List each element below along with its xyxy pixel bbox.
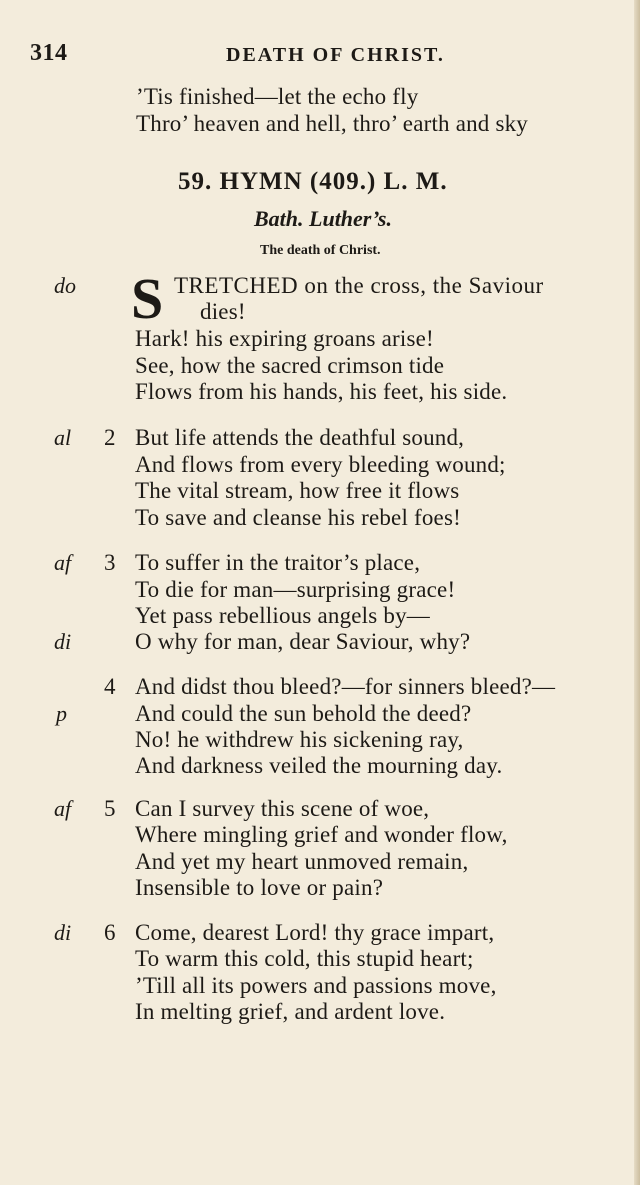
page-number: 314 (30, 40, 68, 66)
dynamic-mark: p (56, 701, 67, 726)
stanza-5-line-4: Insensible to love or pain? (135, 875, 384, 900)
stanza-5-line-1: Can I survey this scene of woe, (135, 796, 430, 821)
stanza-3-line-4: O why for man, dear Saviour, why? (135, 629, 471, 654)
stanza-6-line-2: To warm this cold, this stupid heart; (135, 946, 474, 971)
stanza-number: 6 (104, 920, 116, 945)
dynamic-mark: di (54, 920, 72, 945)
stanza-number: 3 (104, 550, 116, 575)
stanza-number: 2 (104, 425, 116, 450)
stanza-3-line-1: To suffer in the traitor’s place, (135, 550, 421, 575)
stanza-1-line-3: Hark! his expiring groans arise! (135, 326, 434, 351)
stanza-2-line-4: To save and cleanse his rebel foes! (135, 505, 461, 530)
tune-name: Bath. Luther’s. (254, 206, 392, 231)
stanza-2-line-1: But life attends the deathful sound, (135, 425, 465, 450)
stanza-6-line-1: Come, dearest Lord! thy grace impart, (135, 920, 495, 945)
stanza-4-line-1: And didst thou bleed?—for sinners bleed?— (135, 674, 556, 699)
running-title: DEATH OF CHRIST. (226, 44, 445, 66)
dynamic-mark: af (54, 550, 72, 575)
stanza-5-line-3: And yet my heart unmoved remain, (135, 849, 469, 874)
stanza-5-line-2: Where mingling grief and wonder flow, (135, 822, 508, 847)
stanza-2-line-2: And flows from every bleeding wound; (135, 452, 506, 477)
dynamic-mark: al (54, 425, 72, 450)
stanza-1-line-2: dies! (200, 299, 246, 324)
carryover-line-1: ’Tis finished—let the echo fly (136, 84, 419, 109)
stanza-2-line-3: The vital stream, how free it flows (135, 478, 460, 503)
stanza-4-line-3: No! he withdrew his sickening ray, (135, 727, 464, 752)
drop-cap: S (131, 266, 164, 331)
stanza-number: 4 (104, 674, 116, 699)
stanza-3-line-3: Yet pass rebellious angels by— (135, 603, 430, 628)
stanza-1-line-5: Flows from his hands, his feet, his side. (135, 379, 508, 404)
stanza-6-line-3: ’Till all its powers and passions move, (135, 973, 497, 998)
hymn-title: 59. HYMN (409.) L. M. (178, 168, 448, 195)
stanza-6-line-4: In melting grief, and ardent love. (135, 999, 446, 1024)
dynamic-mark: af (54, 796, 72, 821)
stanza-3-line-2: To die for man—surprising grace! (135, 577, 456, 602)
stanza-4-line-4: And darkness veiled the mourning day. (135, 753, 503, 778)
dynamic-mark: do (54, 273, 76, 298)
carryover-line-2: Thro’ heaven and hell, thro’ earth and sky (136, 111, 529, 136)
dynamic-mark: di (54, 629, 72, 654)
stanza-1-line-1: TRETCHED on the cross, the Saviour (174, 273, 544, 298)
stanza-number: 5 (104, 796, 116, 821)
page-edge-shadow (634, 0, 640, 1185)
stanza-4-line-2: And could the sun behold the deed? (135, 701, 472, 726)
hymn-subject: The death of Christ. (260, 243, 381, 258)
stanza-1-line-4: See, how the sacred crimson tide (135, 353, 445, 378)
